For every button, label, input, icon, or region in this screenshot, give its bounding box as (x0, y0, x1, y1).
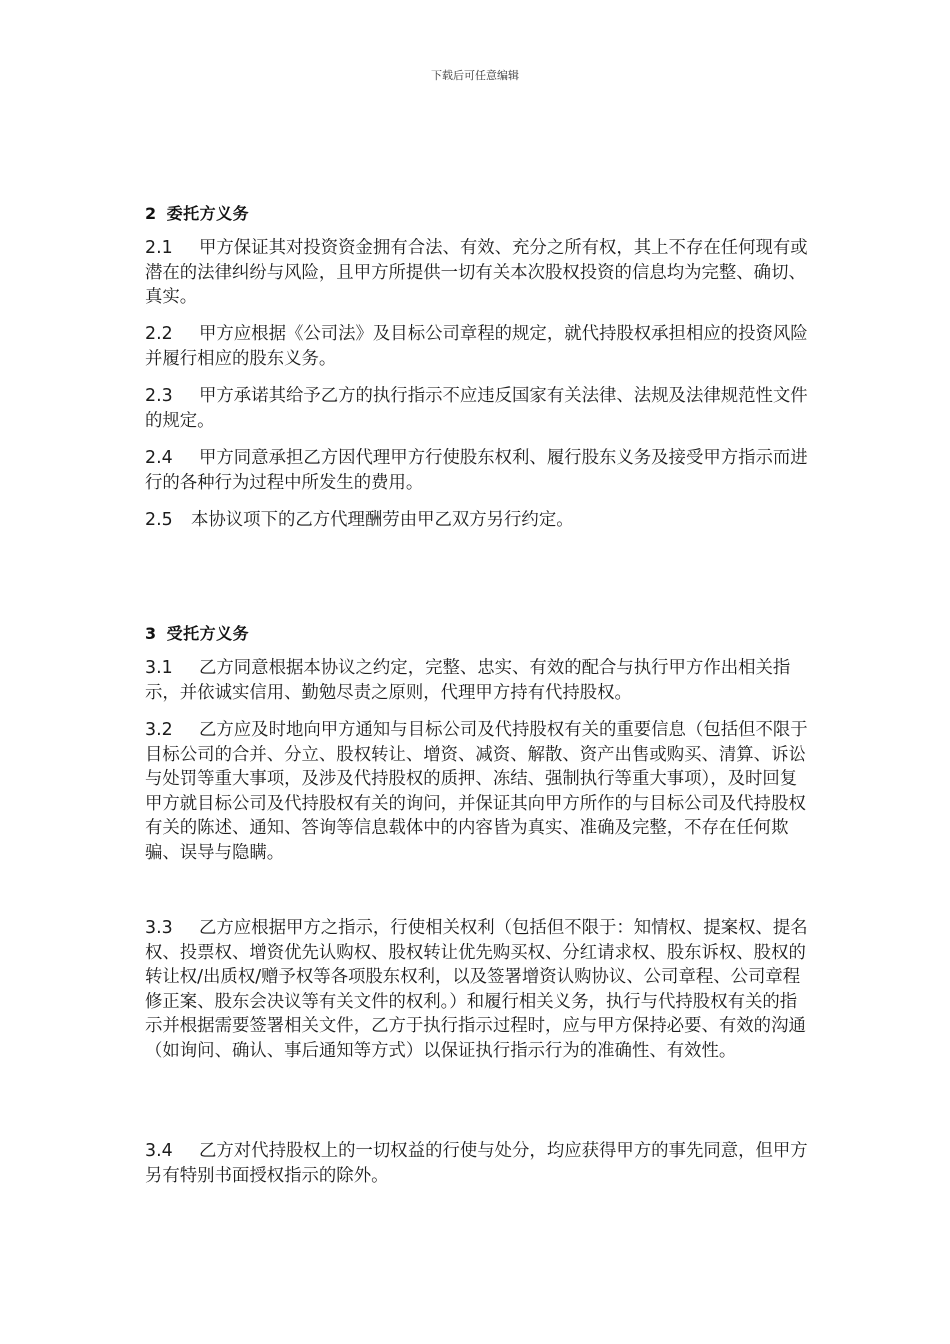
clause-number: 3.4 (145, 1141, 173, 1161)
clause-2-3 (145, 384, 810, 433)
section-3-title (145, 621, 249, 644)
section-title-text: 委托方义务 (166, 204, 250, 223)
clause-text: 乙方对代持股权上的一切权益的行使与处分，均应获得甲方的事先同意，但甲方另有特别书面授权指示的除外。 (145, 1141, 808, 1186)
section-2-title (145, 201, 249, 224)
clause-2-2 (145, 322, 810, 371)
clause-text: 乙方应及时地向甲方通知与目标公司及代持股权有关的重要信息（包括但不限于目标公司的合并、分立、股权转让、增资、减资、解散、资产出售或购买、清算、诉讼与处罚等重大事项，及涉及代持股权的质押、冻结、强制执行等重大事项），及时回复甲方就目标公司及代持股权有关的询问，并保证其向甲方所作的与目标公司及代持股权有关的陈述、通知、答询等信息载体中的内容皆为真实、准确及完整，不存在任何欺骗、误导与隐瞒。 (145, 720, 808, 863)
section-number: 3 (145, 624, 157, 643)
section-number: 2 (145, 204, 157, 223)
page-header-note: 下载后可任意编辑 (431, 69, 519, 82)
clause-number: 2.5 (145, 510, 173, 530)
clause-2-4 (145, 446, 810, 495)
clause-3-3 (145, 916, 810, 1063)
clause-text: 甲方同意承担乙方因代理甲方行使股东权利、履行股东义务及接受甲方指示而进行的各种行为过程中所发生的费用。 (145, 448, 808, 493)
clause-text: 甲方保证其对投资资金拥有合法、有效、充分之所有权，其上不存在任何现有或潜在的法律纠纷与风险，且甲方所提供一切有关本次股权投资的信息均为完整、确切、真实。 (145, 238, 808, 307)
clause-number: 3.1 (145, 658, 173, 678)
clause-text: 甲方应根据《公司法》及目标公司章程的规定，就代持股权承担相应的投资风险并履行相应的股东义务。 (145, 324, 808, 369)
clause-number: 2.2 (145, 324, 173, 344)
clause-text: 本协议项下的乙方代理酬劳由甲乙双方另行约定。 (191, 510, 574, 530)
clause-2-1 (145, 236, 810, 310)
clause-text: 乙方同意根据本协议之约定，完整、忠实、有效的配合与执行甲方作出相关指示，并依诚实信用、勤勉尽责之原则，代理甲方持有代持股权。 (145, 658, 791, 703)
clause-number: 2.3 (145, 386, 173, 406)
clause-number: 3.2 (145, 720, 173, 740)
clause-number: 2.1 (145, 238, 173, 258)
clause-number: 2.4 (145, 448, 173, 468)
clause-3-1 (145, 656, 810, 705)
clause-text: 乙方应根据甲方之指示，行使相关权利（包括但不限于：知情权、提案权、提名权、投票权、增资优先认购权、股权转让优先购买权、分红请求权、股东诉权、股权的转让权/出质权/赠予权等各项股东权利，以及签署增资认购协议、公司章程、公司章程修正案、股东会决议等有关文件的权利。）和履行相关义务，执行与代持股权有关的指示并根据需要签署相关文件，乙方于执行指示过程时，应与甲方保持必要、有效的沟通（如询问、确认、事后通知等方式）以保证执行指示行为的准确性、有效性。 (145, 918, 808, 1061)
clause-number: 3.3 (145, 918, 173, 938)
clause-3-4 (145, 1139, 810, 1188)
section-title-text: 受托方义务 (166, 624, 250, 643)
clause-text: 甲方承诺其给予乙方的执行指示不应违反国家有关法律、法规及法律规范性文件的规定。 (145, 386, 808, 431)
clause-2-5 (145, 508, 810, 533)
clause-3-2 (145, 718, 810, 865)
